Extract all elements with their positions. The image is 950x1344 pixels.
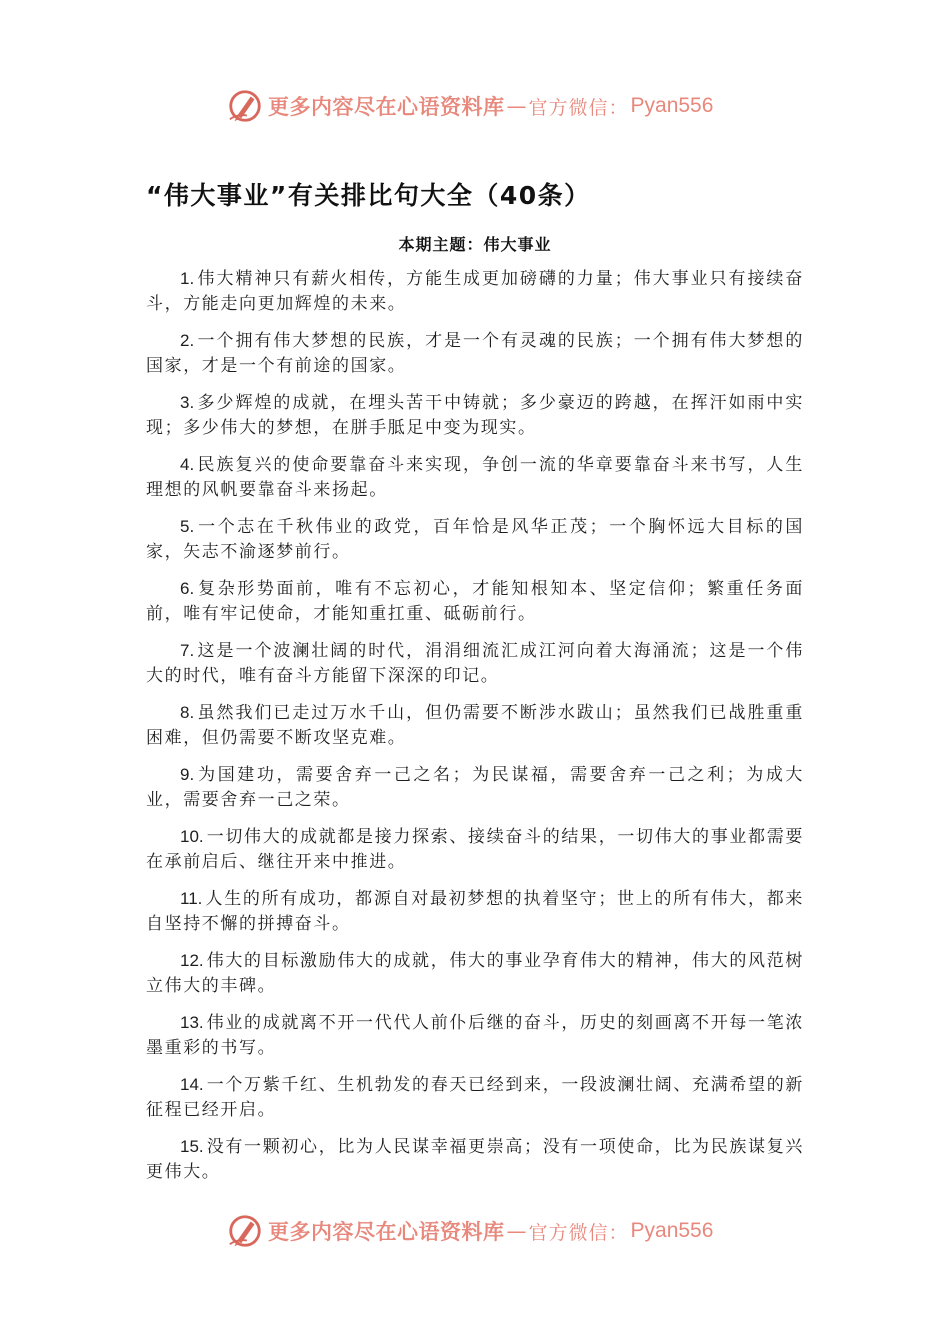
item-number: 4. [180, 455, 195, 474]
item-number: 1. [180, 269, 195, 288]
item-text: 伟大的目标激励伟大的成就，伟大的事业孕育伟大的精神，伟大的风范树立伟大的丰碑。 [146, 951, 804, 996]
item-text: 民族复兴的使命要靠奋斗来实现，争创一流的华章要靠奋斗来书写，人生理想的风帆要靠奋斗来扬起。 [146, 455, 804, 500]
item-text: 没有一颗初心，比为人民谋幸福更崇高；没有一项使命，比为民族谋复兴更伟大。 [146, 1137, 804, 1182]
item-text: 一个拥有伟大梦想的民族，才是一个有灵魂的民族；一个拥有伟大梦想的国家，才是一个有前途的国家。 [146, 331, 804, 376]
list-item [146, 948, 804, 998]
banner-wechat-id: Pyan556 [630, 1219, 714, 1242]
footer-banner [0, 1209, 950, 1253]
item-number: 8. [180, 703, 195, 722]
item-number: 14. [180, 1075, 204, 1094]
banner-sub-text: 官方微信： [528, 1221, 629, 1244]
item-number: 10. [180, 827, 204, 846]
item-text: 一切伟大的成就都是接力探索、接续奋斗的结果，一切伟大的事业都需要在承前启后、继往开来中推进。 [146, 827, 804, 872]
pen-logo-icon [226, 1212, 264, 1250]
item-number: 13. [180, 1013, 204, 1032]
list-item [146, 824, 804, 874]
item-number: 12. [180, 951, 204, 970]
item-number: 11. [180, 889, 203, 908]
list-item [146, 700, 804, 750]
item-text: 虽然我们已走过万水千山，但仍需要不断涉水跋山；虽然我们已战胜重重困难，但仍需要不断攻坚克难。 [146, 703, 804, 748]
item-text: 伟大精神只有薪火相传，方能生成更加磅礴的力量；伟大事业只有接续奋斗，方能走向更加辉煌的未来。 [146, 269, 804, 314]
item-text: 人生的所有成功，都源自对最初梦想的执着坚守；世上的所有伟大，都来自坚持不懈的拼搏奋斗。 [146, 889, 804, 934]
list-item [146, 1134, 804, 1184]
item-text: 伟业的成就离不开一代代人前仆后继的奋斗，历史的刻画离不开每一笔浓墨重彩的书写。 [146, 1013, 804, 1058]
banner-dash: — [506, 1219, 527, 1243]
item-text: 一个志在千秋伟业的政党，百年恰是风华正茂；一个胸怀远大目标的国家，矢志不渝逐梦前行。 [146, 517, 804, 562]
banner-dash: — [506, 94, 527, 118]
banner-sub-text: 官方微信： [528, 96, 629, 119]
list-item [146, 1072, 804, 1122]
sentence-list [146, 266, 804, 1196]
list-item [146, 1010, 804, 1060]
list-item [146, 576, 804, 626]
list-item [146, 638, 804, 688]
item-number: 7. [180, 641, 195, 660]
list-item [146, 452, 804, 502]
item-text: 这是一个波澜壮阔的时代，涓涓细流汇成江河向着大海涌流；这是一个伟大的时代，唯有奋斗方能留下深深的印记。 [146, 641, 804, 686]
item-number: 15. [180, 1137, 204, 1156]
document-title: “伟大事业”有关排比句大全（40条） [146, 181, 591, 210]
item-number: 6. [180, 579, 195, 598]
list-item [146, 328, 804, 378]
list-item [146, 762, 804, 812]
item-text: 多少辉煌的成就，在埋头苦干中铸就；多少豪迈的跨越，在挥汗如雨中实现；多少伟大的梦想，在胼手胝足中变为现实。 [146, 393, 804, 438]
banner-main-text: 更多内容尽在心语资料库 [268, 94, 505, 119]
header-banner [0, 84, 950, 128]
item-number: 5. [180, 517, 195, 536]
item-text: 为国建功，需要舍弃一己之名；为民谋福，需要舍弃一己之利；为成大业，需要舍弃一己之荣。 [146, 765, 804, 810]
item-number: 9. [180, 765, 195, 784]
item-number: 2. [180, 331, 195, 350]
item-text: 一个万紫千红、生机勃发的春天已经到来，一段波澜壮阔、充满希望的新征程已经开启。 [146, 1075, 804, 1120]
banner-wechat-id: Pyan556 [630, 94, 714, 117]
item-text: 复杂形势面前，唯有不忘初心，才能知根知本、坚定信仰；繁重任务面前，唯有牢记使命，才能知重扛重、砥砺前行。 [146, 579, 804, 624]
document-subtitle: 本期主题：伟大事业 [398, 235, 552, 254]
list-item [146, 266, 804, 316]
item-number: 3. [180, 393, 195, 412]
list-item [146, 886, 804, 936]
banner-main-text: 更多内容尽在心语资料库 [268, 1219, 505, 1244]
list-item [146, 514, 804, 564]
pen-logo-icon [226, 87, 264, 125]
list-item [146, 390, 804, 440]
